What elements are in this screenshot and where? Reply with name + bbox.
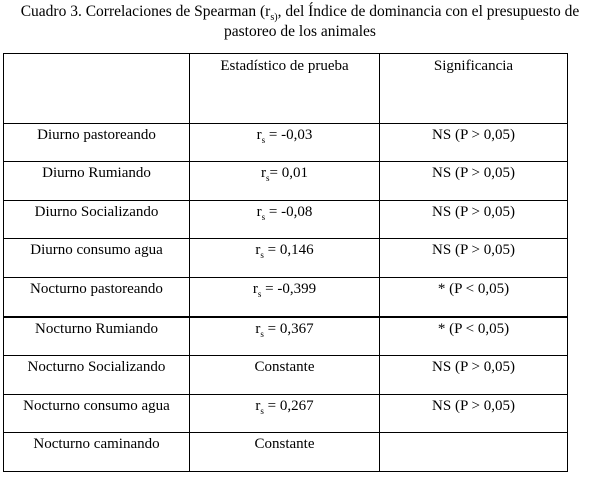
stat-symbol: r [261,165,266,182]
table-row [4,356,568,395]
table-row [4,394,568,433]
table-row [4,200,568,239]
stat-symbol: r [255,242,261,259]
cell-behavior: Nocturno Socializando [4,356,190,395]
stat-subscript: s [260,250,264,261]
stat-symbol: r [252,280,258,297]
table-row [4,277,568,316]
cell-behavior: Diurno pastoreando [4,123,190,162]
caption-line-1: Cuadro 3. Correlaciones de Spearman ($r_{s)}$, del Índice de dominancia con el presupuesto de [20,3,580,24]
stat-subscript: s [261,211,266,222]
cell-behavior: Diurno consumo agua [4,239,190,278]
table-row [4,317,568,356]
stat-subscript: s [266,173,270,184]
cell-statistic: Constante [190,433,380,472]
stat-symbol: r [255,397,261,414]
cell-statistic [190,200,380,239]
cell-behavior: Nocturno consumo agua [4,394,190,433]
stat-value: = 0,367 [263,320,314,337]
stat-value: = -0,399 [261,280,317,297]
cell-significance: NS (P > 0,05) [380,162,568,201]
table-caption [0,2,600,42]
table-row [4,162,568,201]
cell-statistic [190,277,380,316]
stat-subscript: s [260,405,264,416]
caption-line-2: pastoreo de los animales [224,23,376,40]
cell-behavior: Nocturno Rumiando [4,317,190,356]
header-significance: Significancia [380,54,568,124]
stat-value: = -0,08 [265,203,313,220]
cell-significance: * (P < 0,05) [380,317,568,356]
cell-statistic [190,239,380,278]
stat-value: = 0,146 [263,242,314,259]
cell-behavior: Nocturno pastoreando [4,277,190,316]
cell-statistic [190,162,380,201]
cell-statistic [190,123,380,162]
cell-statistic [190,317,380,356]
cell-significance: NS (P > 0,05) [380,200,568,239]
table-body [4,123,568,471]
correlation-table [3,53,568,472]
cell-behavior: Nocturno caminando [4,433,190,472]
stat-value: = 0,267 [263,397,314,414]
cell-significance: NS (P > 0,05) [380,239,568,278]
stat-symbol: r [255,320,261,337]
table-row [4,433,568,472]
header-statistic: Estadístico de prueba [190,54,380,124]
stat-subscript: s [257,288,262,299]
cell-significance [380,433,568,472]
stat-value: = 0,01 [269,165,308,182]
cell-statistic: Constante [190,356,380,395]
cell-significance: NS (P > 0,05) [380,356,568,395]
stat-subscript: s [261,134,266,145]
stat-symbol: r [256,203,262,220]
cell-significance: NS (P > 0,05) [380,394,568,433]
cell-behavior: Diurno Rumiando [4,162,190,201]
cell-statistic [190,394,380,433]
table-header-row [4,54,568,124]
cell-significance: * (P < 0,05) [380,277,568,316]
table-row [4,123,568,162]
cell-significance: NS (P > 0,05) [380,123,568,162]
stat-subscript: s [260,328,264,339]
stat-value: = -0,03 [265,126,313,143]
header-behavior [4,54,190,124]
stat-symbol: r [256,126,262,143]
table-row [4,239,568,278]
cell-behavior: Diurno Socializando [4,200,190,239]
